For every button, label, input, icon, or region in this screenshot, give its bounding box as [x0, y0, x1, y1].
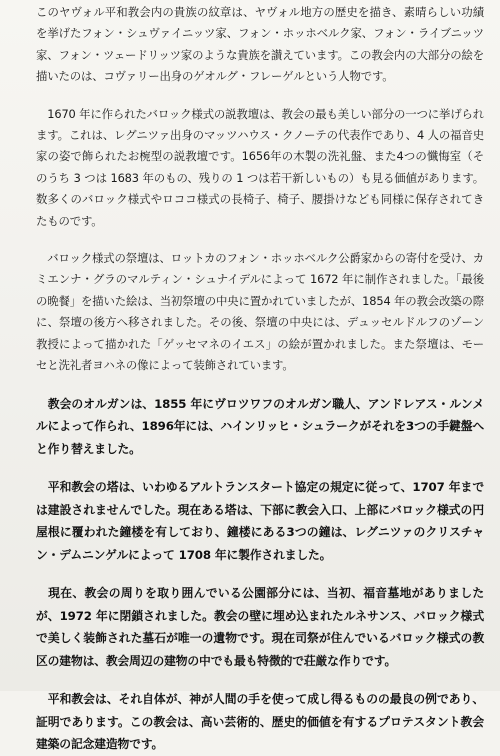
- paragraph-organ: 教会のオルガンは、1855 年にヴロツワフのオルガン職人、アンドレアス・ルンメルによって作られ、1896年には、ハインリッヒ・シュラークがそれを3つの手鍵盤へと作り替えました。: [36, 396, 484, 456]
- paragraph-pulpit: 1670 年に作られたバロック様式の説教壇は、教会の最も美しい部分の一つに挙げられます。これは、レグニツァ出身のマッツハウス・クノーテの代表作であり、4 人の福音史家の姿で飾られたお椀型の説教壇です。1656年の木製の洗礼盤、また4つの懺悔室（そのうち 3 つは 1683 年のもの、残りの 1 つは若干新しいもの）も見る価値があります。数多くのバロック様式やロココ様式の長椅子、椅子、腰掛けなども同様に保存されてきたものです。: [36, 106, 484, 228]
- paragraph-tower: 平和教会の塔は、いわゆるアルトランスタート協定の規定に従って、1707 年までは建設されませんでした。現在ある塔は、下部に教会入口、上部にバロック様式の円屋根に覆われた鐘楼を有しており、鐘楼にある3つの鐘は、レグニツァのクリスチャン・デムニンゲルによって 1708 年に製作されました。: [36, 480, 484, 562]
- paragraph-altar: バロック様式の祭壇は、ロットカのフォン・ホッホベルク公爵家からの寄付を受け、カミエンナ・グラのマルティン・シュナイデルによって 1672 年に制作されました。「最後の晩餐」を描いた絵は、当初祭壇の中央に置かれていましたが、1854 年の教会改築の際に、祭壇の後方へ移されました。その後、祭壇の中央には、デュッセルドルフのゾーン教授によって描かれた「ゲッセマネのイエス」の絵が置かれました。また祭壇は、モーセと洗礼者ヨハネの像によって装飾されています。: [36, 251, 484, 373]
- paragraph-coats-of-arms: このヤヴォル平和教会内の貴族の紋章は、ヤヴォル地方の歴史を描き、素晴らしい功績を挙げたフォン・シュヴァイニッツ家、フォン・ホッホベルク家、フォン・ライブニッツ家、フォン・ツェードリッツ家のような貴族を讃えています。この教会内の大部分の絵を描いたのは、コヴァリー出身のゲオルグ・フレーゲルという人物です。: [36, 5, 484, 84]
- paragraph-conclusion: 平和教会は、それ自体が、神が人間の手を使って成し得るものの最良の例であり、証明であります。この教会は、高い芸術的、歴史的価値を有するプロテスタント教会建築の記念建造物です。: [36, 692, 484, 751]
- paragraph-cemetery: 現在、教会の周りを取り囲んでいる公園部分には、当初、福音墓地がありましたが、1972 年に閉鎖されました。教会の壁に埋め込まれたルネサンス、バロック様式で美しく装飾された墓石が唯一の遺物です。現在司祭が住んでいるバロック様式の教区の建物は、教会周辺の建物の中でも最も特徴的で荘厳な作りです。: [36, 586, 484, 668]
